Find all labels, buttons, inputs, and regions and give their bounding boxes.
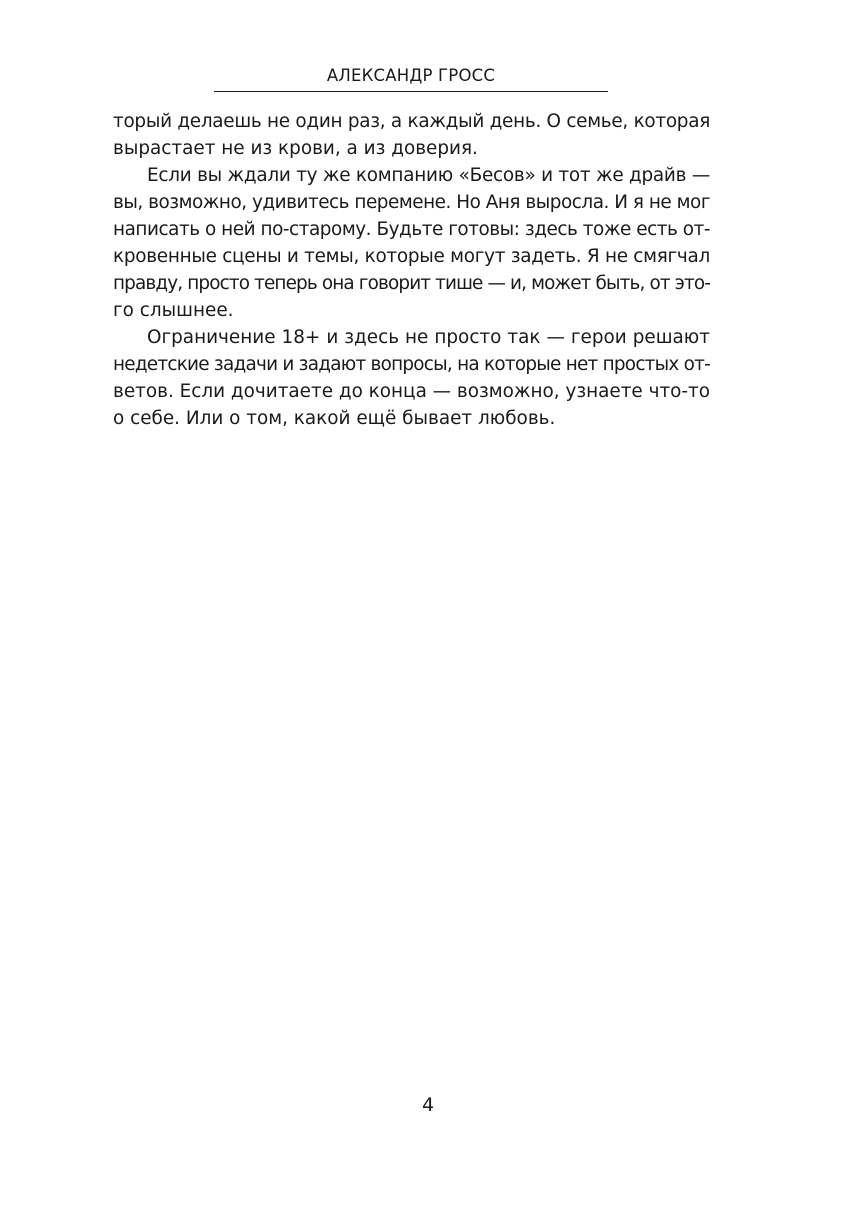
body-text xyxy=(113,108,710,432)
text-line: кровенные сцены и темы, которые могут задеть. Я не смягчал xyxy=(113,246,710,267)
text-line: написать о ней по-старому. Будьте готовы: здесь тоже есть от- xyxy=(113,219,711,240)
paragraph-1 xyxy=(113,108,710,162)
running-header-title: АЛЕКСАНДР ГРОСС xyxy=(326,66,496,85)
text-line: ветов. Если дочитаете до конца — возможно, узнаете что-то xyxy=(113,381,711,402)
paragraph-3 xyxy=(113,324,710,432)
text-line: о себе. Или о том, какой ещё бывает любовь. xyxy=(113,408,556,429)
text-line: торый делаешь не один раз, а каждый день. О семье, которая xyxy=(113,111,710,132)
paragraph-2 xyxy=(113,162,710,324)
page-number: 4 xyxy=(421,1094,435,1116)
text-line: правду, просто теперь она говорит тише — и, может быть, от это- xyxy=(113,273,710,294)
text-line: вы, возможно, удивитесь перемене. Но Аня выросла. И я не мог xyxy=(113,192,711,213)
text-line: вырастает не из крови, а из доверия. xyxy=(113,138,478,159)
text-line: го слышнее. xyxy=(113,300,234,321)
text-line: Если вы ждали ту же компанию «Бесов» и тот же драйв — xyxy=(147,165,710,186)
text-line: Ограничение 18+ и здесь не просто так — герои решают xyxy=(147,327,710,348)
text-line: недетские задачи и задают вопросы, на которые нет простых от- xyxy=(113,354,710,375)
header-rule xyxy=(214,91,608,92)
